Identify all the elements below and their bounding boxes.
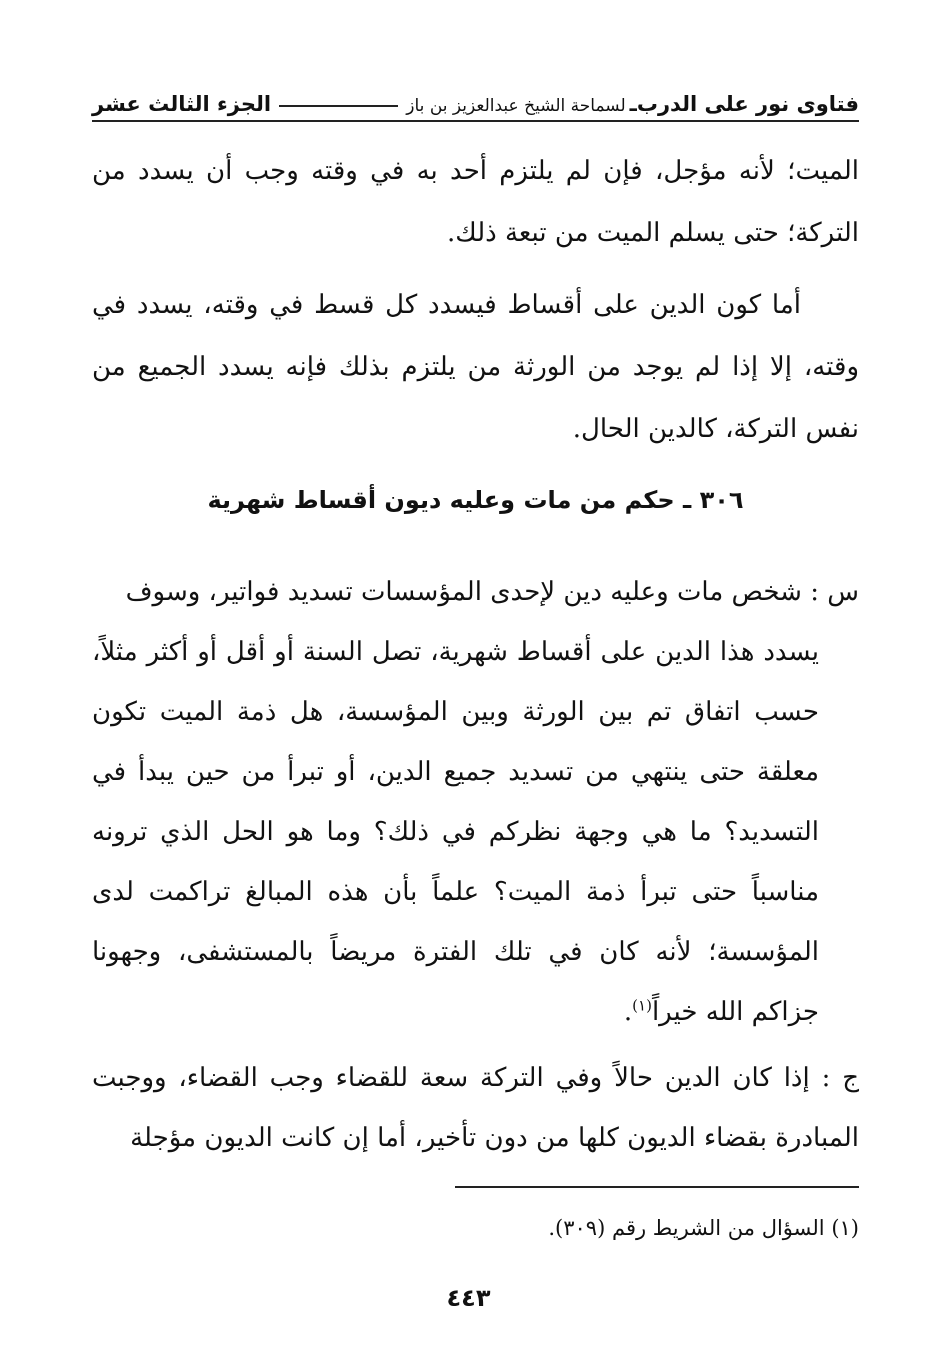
footnote-rule <box>455 1186 859 1188</box>
header-title-group <box>406 92 859 116</box>
paragraph-continuation: الميت؛ لأنه مؤجل، فإن لم يلتزم أحد به في وقته وجب أن يسدد من التركة؛ حتى يسلم الميت من تبعة ذلك. <box>92 156 859 248</box>
header-book-title: فتاوى نور على الدرب <box>636 92 859 116</box>
page-number: ٤٤٣ <box>446 1284 491 1312</box>
paragraph-installments: أما كون الدين على أقساط فيسدد كل قسط في وقته، يسدد في وقته، إلا إذا لم يوجد من الورثة من يلتزم بذلك فإنه يسدد الجميع من نفس التركة، كالدين الحال. <box>92 290 859 444</box>
question-body <box>92 622 859 1042</box>
footnote <box>92 1208 859 1248</box>
question-marker: س : <box>810 577 859 607</box>
running-header <box>92 80 859 122</box>
question-first-text: شخص مات وعليه دين لإحدى المؤسسات تسديد فواتير، وسوف <box>125 577 802 607</box>
question-text: يسدد هذا الدين على أقساط شهرية، تصل السنة أو أقل أو أكثر مثلاً، حسب اتفاق تم بين الورثة وبين المؤسسة، هل ذمة الميت تكون معلقة حتى ينتهي من تسديد جميع الدين، أو تبرأ من حين يبدأ في التسديد؟ ما هي وجهة نظركم في ذلك؟ وما هو الحل الذي ترونه مناسباً حتى تبرأ ذمة الميت؟ علماً بأن هذه المبالغ تراكمت لدى المؤسسة؛ لأنه كان في تلك الفترة مريضاً بالمستشفى، وجهونا جزاكم الله خيراً <box>92 637 819 1027</box>
answer-text: إذا كان الدين حالاً وفي التركة سعة للقضاء وجب القضاء، ووجبت المبادرة بقضاء الديون كلها من دون تأخير، أما إن كانت الديون مؤجلة <box>92 1063 859 1153</box>
question-end: . <box>623 997 633 1027</box>
question-block <box>92 562 859 1042</box>
section-heading: ٣٠٦ ـ حكم من مات وعليه ديون أقساط شهرية <box>207 486 744 514</box>
footnote-text: السؤال من الشريط رقم (٣٠٩). <box>548 1216 825 1240</box>
header-separator: ـ <box>629 92 637 116</box>
footnote-number: (١) <box>831 1216 859 1240</box>
footnote-reference: (١) <box>632 996 652 1015</box>
question-first-line <box>92 562 859 622</box>
answer-marker: ج : <box>821 1063 860 1093</box>
answer-block <box>92 1048 859 1168</box>
header-rule <box>279 105 398 107</box>
header-author: لسماحة الشيخ عبدالعزيز بن باز <box>406 96 626 116</box>
header-volume: الجزء الثالث عشر <box>92 92 272 116</box>
